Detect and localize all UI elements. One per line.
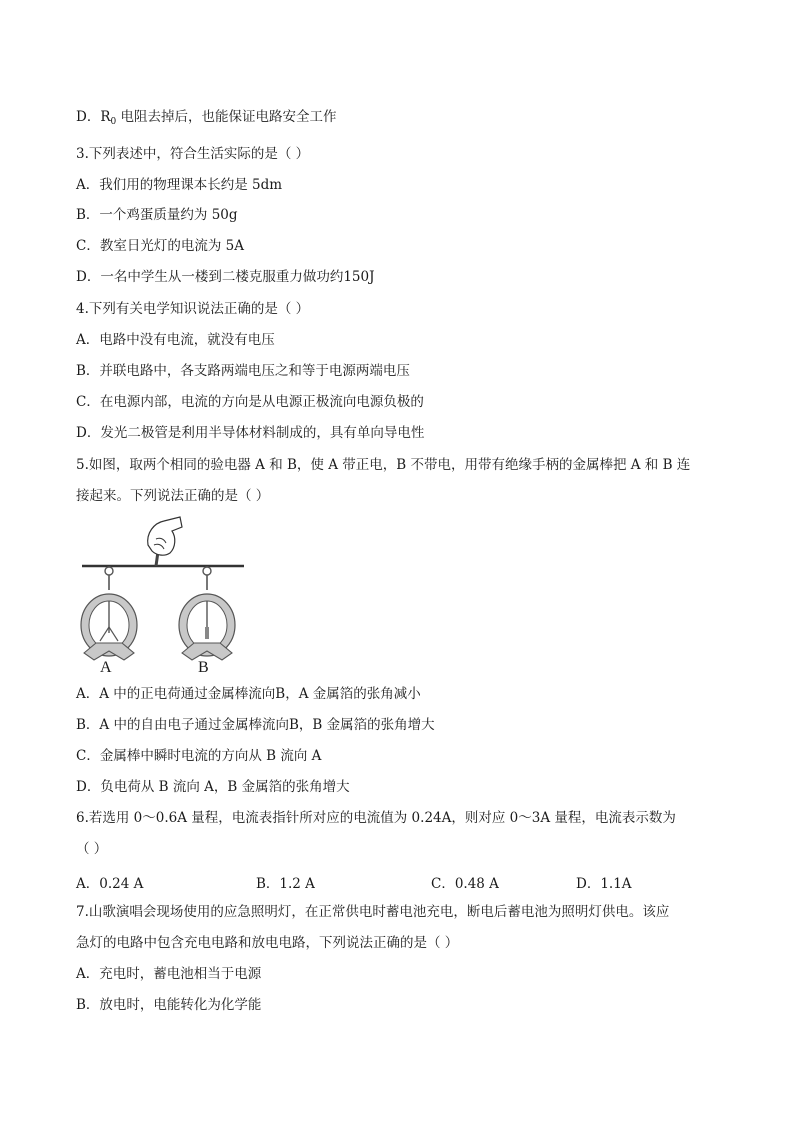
q4-option-c: C．在电源内部，电流的方向是从电源正极流向电源负极的 bbox=[76, 394, 424, 410]
q5-option-d: D．负电荷从 B 流向 A，B 金属箔的张角增大 bbox=[76, 779, 350, 795]
q5-option-c: C．金属棒中瞬时电流的方向从 B 流向 A bbox=[76, 748, 322, 764]
q3-option-b: B．一个鸡蛋质量约为 50g bbox=[76, 207, 238, 223]
q6-option-a: A．0.24 A bbox=[76, 876, 144, 892]
label-electroscope-a: A bbox=[100, 659, 112, 676]
q3-option-a: A．我们用的物理课本长约是 5dm bbox=[76, 177, 283, 193]
q7-stem-line1: 7.山歌演唱会现场使用的应急照明灯，在正常供电时蓄电池充电，断电后蓄电池为照明灯供电。该应 bbox=[76, 904, 670, 920]
q6-options-row bbox=[76, 872, 716, 890]
q4-option-b: B．并联电路中，各支路两端电压之和等于电源两端电压 bbox=[76, 363, 410, 379]
electroscope-diagram bbox=[76, 515, 248, 680]
electroscope-b bbox=[179, 567, 235, 660]
q7-option-a: A．充电时，蓄电池相当于电源 bbox=[76, 966, 262, 982]
q4-option-a: A．电路中没有电流，就没有电压 bbox=[76, 332, 275, 348]
electroscope-a bbox=[81, 567, 137, 660]
q2-option-d-subscript: 0 bbox=[110, 117, 117, 127]
q7-stem-line2: 急灯的电路中包含充电电路和放电电路，下列说法正确的是（ ） bbox=[76, 935, 459, 951]
q5-stem-line2: 接起来。下列说法正确的是（ ） bbox=[76, 488, 270, 504]
q3-option-c: C．教室日光灯的电流为 5A bbox=[76, 238, 244, 254]
q2-option-d-text: 电阻去掉后，也能保证电路安全工作 bbox=[116, 109, 337, 125]
q7-option-b: B．放电时，电能转化为化学能 bbox=[76, 997, 262, 1013]
q5-option-b: B．A 中的自由电子通过金属棒流向B，B 金属箔的张角增大 bbox=[76, 717, 435, 733]
q5-option-a: A．A 中的正电荷通过金属棒流向B，A 金属箔的张角减小 bbox=[76, 686, 421, 702]
electroscope-figure bbox=[76, 515, 248, 680]
label-electroscope-b: B bbox=[198, 659, 209, 676]
q6-stem-line1: 6.若选用 0～0.6A 量程，电流表指针所对应的电流值为 0.24A，则对应 0～3A 量程，电流表示数为 bbox=[76, 810, 676, 826]
q4-option-d: D．发光二极管是利用半导体材料制成的，具有单向导电性 bbox=[76, 425, 425, 441]
q6-option-b: B．1.2 A bbox=[256, 876, 315, 892]
q2-option-d bbox=[76, 108, 337, 131]
q6-option-d: D．1.1A bbox=[576, 876, 632, 892]
q3-stem: 3.下列表述中，符合生活实际的是（ ） bbox=[76, 146, 310, 162]
q6-stem-line2: （ ） bbox=[76, 841, 108, 857]
q5-stem-line1: 5.如图，取两个相同的验电器 A 和 B，使 A 带正电，B 不带电，用带有绝缘手柄的金属棒把 A 和 B 连 bbox=[76, 457, 691, 473]
hand-icon bbox=[148, 517, 182, 555]
q4-stem: 4.下列有关电学知识说法正确的是（ ） bbox=[76, 301, 310, 317]
q2-option-d-prefix: D．R bbox=[76, 109, 111, 125]
q3-option-d: D．一名中学生从一楼到二楼克服重力做功约150J bbox=[76, 269, 375, 285]
q6-option-c: C．0.48 A bbox=[431, 876, 499, 892]
